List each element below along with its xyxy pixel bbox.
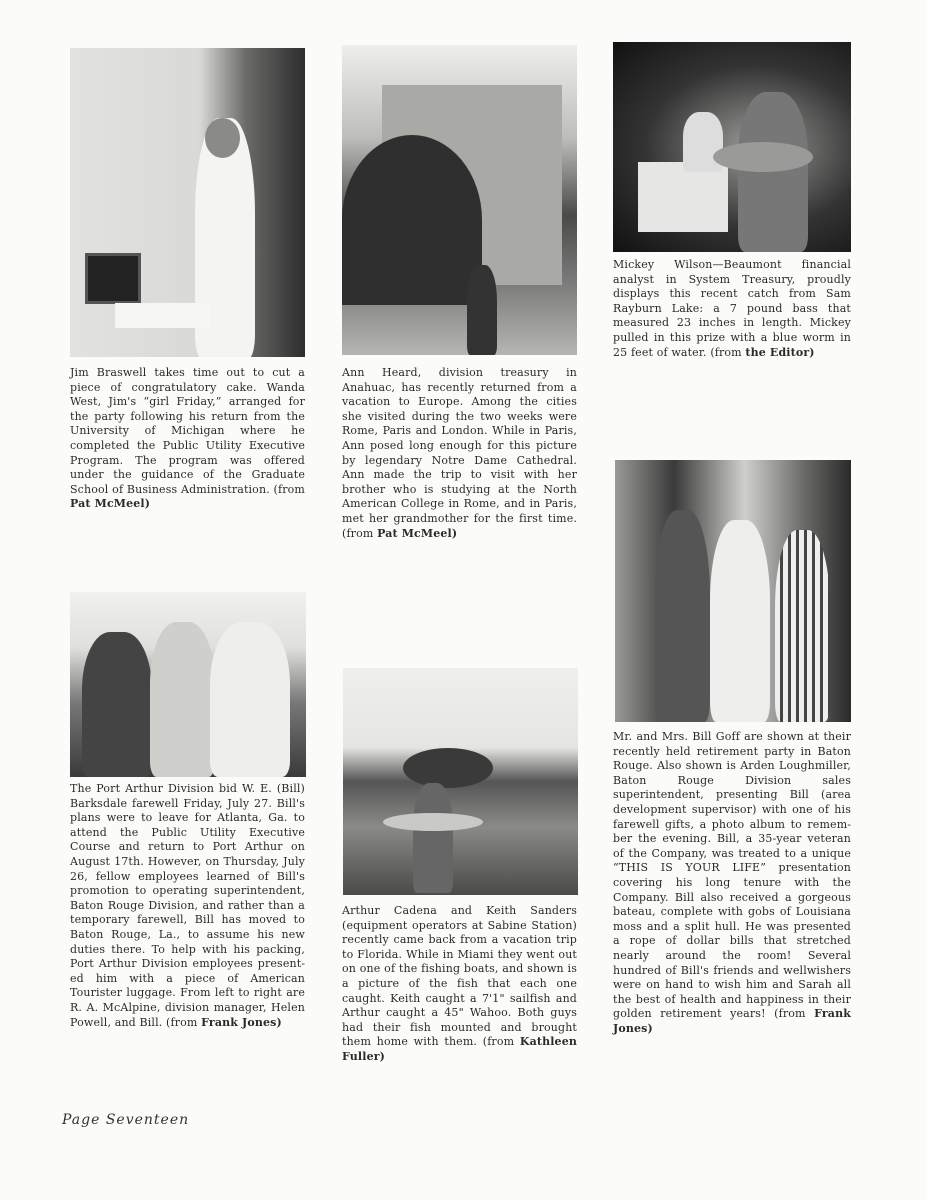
caption-credit: Frank Jones) (201, 1015, 282, 1029)
caption-heard (342, 366, 577, 541)
caption-credit: Frank Jones) (613, 1007, 851, 1035)
photo-jim-braswell-cake (70, 48, 305, 357)
caption-braswell (70, 366, 305, 512)
caption-body: The Port Arthur Division bid W. E. (Bill) Barksdale farewell Friday, July 27. Bill's plans were to leave for Atlanta, Ga. to attend the Public Utility Executive Course and return to Port Arthur on August 17th. However, on Thursday, July 26, fellow employees learned of Bill's promotion to operating superintendent, Baton Rouge Division, and rather than a temporary farewell, Bill has moved to Baton Rouge, La., to assume his new duties there. To help with his packing, Port Arthur Division employees presented him with a piece of American Tourister luggage. From left to right are R. A. McAlpine, division manager, Helen Powell, and Bill. (from (70, 782, 305, 1029)
caption-body: Mr. and Mrs. Bill Goff are shown at their recently held retirement party in Baton Rouge. Also shown is Arden Loughmiller, Baton Rouge Division sales superintendent, presenting Bill (area development supervisor) with one of his farewell gifts, a photo album to remember the evening. Bill, a 35-year veteran of the Company, was treated to a unique “THIS IS YOUR LIFE” presentation covering his long tenure with the Company. Bill also received a gorgeous bateau, complete with gobs of Louisiana moss and a split hull. He was presented a rope of dollar bills that stretched nearly around the room! Several hundred of Bill's friends and wellwishers were on hand to wish him and Sarah all the best of health and happiness in their golden retirement years! (from (613, 730, 851, 1021)
caption-barksdale (70, 782, 305, 1030)
page-number: Page Seventeen (62, 1112, 190, 1128)
caption-wilson (613, 258, 851, 360)
photo-goff-retirement (615, 460, 851, 722)
caption-cadena (342, 904, 577, 1065)
caption-goff (613, 730, 851, 1036)
caption-body: Jim Braswell takes time out to cut a piece of congratulatory cake. Wanda West, Jim's “girl Friday,” arranged for the party following his return from the University of Michigan where he completed the Public Utility Executive Program. The program was offered under the guidance of the Graduate School of Business Administration. (from (70, 366, 305, 496)
photo-barksdale-farewell (70, 592, 306, 777)
caption-credit: Pat McMeel) (70, 497, 151, 511)
caption-credit: Kathleen Fuller) (342, 1035, 577, 1063)
photo-mickey-wilson-bass (613, 42, 851, 252)
caption-body: Mickey Wilson—Beaumont financial analyst in System Treasury, proudly displays this recent catch from Sam Rayburn Lake: a 7 pound bass that measured 23 inches in length. Mickey pulled in this prize with a blue worm in 25 feet of water. (from (613, 258, 851, 359)
caption-body: Ann Heard, division treasury in Anahuac, has recently returned from a vacation to Europe. Among the cities she visited during the two weeks were Rome, Paris and London. While in Paris, Ann posed long enough for this picture by legendary Notre Dame Cathedral. Ann made the trip to visit with her brother who is studying at the North American College in Rome, and in Paris, met her grandmother for the first time. (from (342, 366, 577, 540)
caption-body: Arthur Cadena and Keith Sanders (equipment operators at Sabine Station) recently came back from a vacation trip to Florida. While in Miami they went out on one of the fishing boats, and shown is a picture of the fish that each one caught. Keith caught a 7'1" sailfish and Arthur caught a 45" Wahoo. Both guys had their fish mounted and brought them home with them. (from (342, 904, 577, 1049)
caption-credit: Pat McMeel) (377, 526, 458, 540)
photo-ann-heard-notre-dame (342, 45, 577, 355)
caption-credit: the Editor) (745, 345, 815, 359)
photo-cadena-sanders-fish (343, 668, 578, 895)
